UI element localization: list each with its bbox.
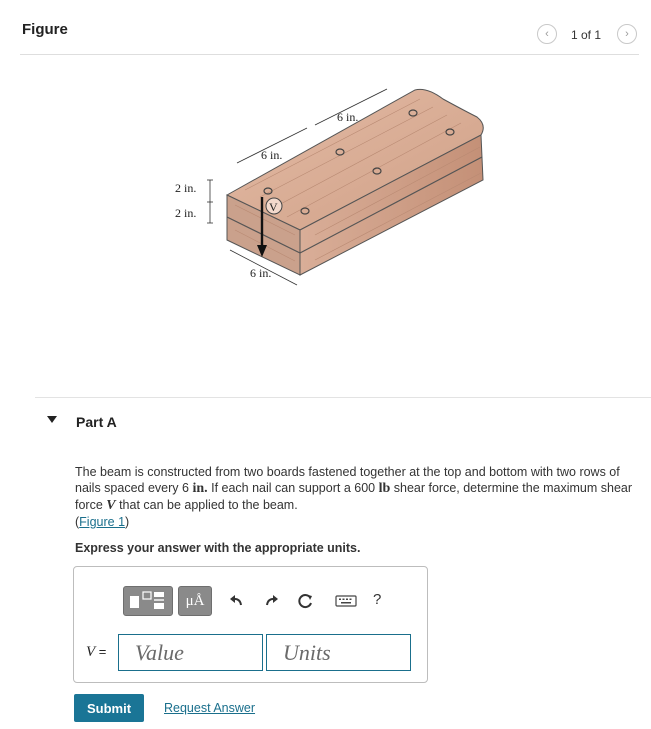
keyboard-icon[interactable]: [335, 592, 357, 610]
instruction: Express your answer with the appropriate units.: [75, 541, 361, 555]
dim-height-top: 2 in.: [175, 181, 197, 195]
page-indicator: 1 of 1: [571, 28, 602, 42]
request-answer-link[interactable]: Request Answer: [164, 701, 256, 715]
help-button[interactable]: ?: [373, 591, 382, 608]
dim-width-bottom: 6 in.: [250, 266, 272, 280]
figure-title: Figure: [22, 21, 68, 38]
undo-icon[interactable]: [227, 592, 245, 610]
figure-link[interactable]: Figure 1: [79, 515, 126, 529]
value-input[interactable]: [118, 634, 263, 671]
next-figure-button[interactable]: [617, 24, 637, 44]
problem-text-4: that can be applied to the beam.: [115, 498, 298, 512]
problem-text-3: shear force, determine the maximum shear force: [75, 481, 633, 512]
beam-figure: [165, 85, 495, 305]
units-symbols-button[interactable]: μÅ: [178, 586, 212, 616]
figure-divider: [20, 54, 639, 55]
dim-top-left: 6 in.: [261, 148, 283, 162]
dim-height-bottom: 2 in.: [175, 206, 197, 220]
templates-button[interactable]: [123, 586, 173, 616]
unit-lb: lb: [378, 481, 391, 496]
units-input[interactable]: [266, 634, 411, 671]
redo-icon[interactable]: [263, 592, 281, 610]
dim-top-right: 6 in.: [337, 110, 359, 124]
answer-variable-label: [86, 644, 106, 661]
answer-var: V: [86, 644, 96, 660]
collapse-caret-icon[interactable]: [47, 416, 57, 423]
var-v: V: [106, 498, 116, 513]
problem-text-2: If each nail can support a 600: [207, 481, 379, 495]
problem-text-1: The beam is constructed from two boards fastened together at the top and bottom with two rows of nails spaced every 6: [75, 465, 620, 495]
problem-statement: The beam is constructed from two boards fastened together at the top and bottom with two rows of nails spaced every 6 in. If each nail can support a 600 lb shear force, determine the maximum shear force V that can be applied to the beam. (Figure 1): [75, 465, 633, 529]
part-divider: [35, 397, 651, 398]
chevron-right-icon: ›: [625, 28, 629, 40]
templates-icon: [124, 587, 172, 615]
prev-figure-button[interactable]: [537, 24, 557, 44]
reset-icon[interactable]: [297, 592, 315, 610]
chevron-left-icon: ‹: [545, 28, 549, 40]
force-label: V: [269, 200, 278, 214]
part-label[interactable]: Part A: [76, 414, 117, 430]
submit-button[interactable]: Submit: [74, 694, 144, 722]
unit-in: in.: [192, 481, 208, 496]
answer-equals: =: [95, 644, 107, 659]
